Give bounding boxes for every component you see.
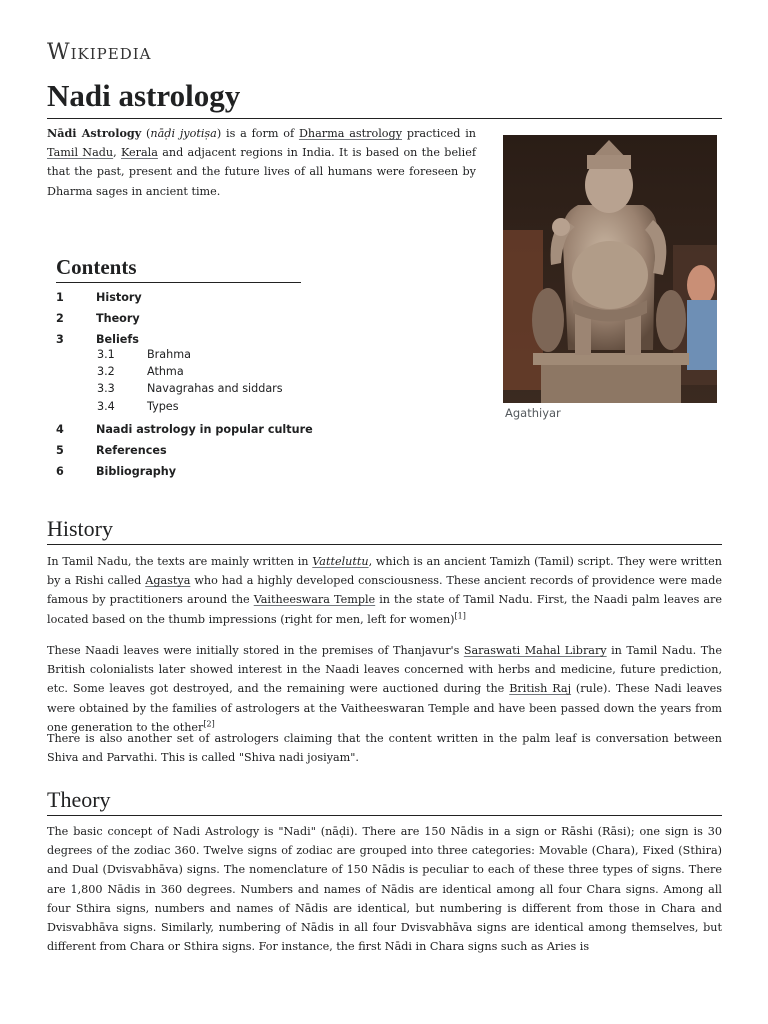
toc-number: 6 — [56, 465, 64, 478]
toc-item-types[interactable] — [97, 400, 179, 413]
reference-2[interactable]: [2] — [203, 719, 215, 729]
toc-label: Athma — [147, 365, 184, 378]
body-text: These Naadi leaves were initially stored in the premises of Thanjavur's — [47, 644, 464, 657]
figure-caption: Agathiyar — [505, 406, 561, 420]
toc-item-beliefs[interactable] — [56, 333, 139, 346]
link-tamil-nadu[interactable]: Tamil Nadu — [47, 146, 114, 160]
link-vaitheeswara-temple[interactable]: Vaitheeswara Temple — [253, 593, 376, 607]
toc-number: 3.3 — [97, 382, 115, 395]
body-text: in Tamil Nadu. The British colonialists later showed interest in the Naadi leaves concerned with herbs and medicine, future prediction, etc. Some leaves got destroyed, and the remaining were auctioned during the — [47, 644, 722, 696]
toc-item-popular-culture[interactable] — [56, 423, 313, 436]
history-paragraph-3: There is also another set of astrologers claiming that the content written in the palm leaf is conversation between Shiva and Parvathi. This is called "Shiva nadi josiyam". — [47, 732, 722, 765]
toc-number: 5 — [56, 444, 64, 457]
section-heading-theory: Theory — [47, 787, 722, 816]
infobox-figure — [503, 135, 717, 420]
link-text: Vatteluttu — [312, 555, 369, 568]
toc-number: 3.4 — [97, 400, 115, 413]
toc-item-references[interactable] — [56, 444, 167, 457]
intro-paragraph: Nādi Astrology (nāḍi jyotiṣa) is a form of Dharma astrology practiced in Tamil Nadu, Kerala and adjacent regions in India. It is based on the belief that the past, present and the future lives of all humans were foreseen by Dharma sages in ancient time. — [47, 126, 476, 198]
toc-label: Beliefs — [96, 333, 139, 346]
link-kerala[interactable]: Kerala — [120, 146, 158, 160]
toc-item-brahma[interactable] — [97, 348, 191, 361]
body-text: In Tamil Nadu, the texts are mainly written in — [47, 555, 313, 568]
intro-text: and adjacent regions in India. It is based on the belief that the past, present and the future lives of all humans were foreseen by Dharma sages in ancient time. — [47, 146, 476, 198]
toc-label: Types — [147, 400, 179, 413]
toc-item-theory[interactable] — [56, 312, 140, 325]
intro-text: , — [113, 146, 121, 160]
toc-number: 4 — [56, 423, 64, 436]
agathiyar-statue-image[interactable] — [503, 135, 717, 403]
reference-1[interactable]: [1] — [454, 610, 466, 620]
body-text: , which is an ancient Tamizh (Tamil) script. They were written by a Rishi called — [47, 555, 722, 588]
toc-number: 3.1 — [97, 348, 115, 361]
toc-label: Bibliography — [96, 465, 177, 478]
toc-item-history[interactable] — [56, 291, 142, 304]
toc-label: History — [96, 291, 142, 304]
toc-number: 3.2 — [97, 365, 115, 378]
toc-item-athma[interactable] — [97, 365, 184, 378]
body-text: (rule). These Nadi leaves were obtained by the families of astrologers at the Vaitheeswaran Temple and have been passed down the years from one generation to the other — [47, 682, 722, 734]
link-dharma-astrology[interactable]: Dharma astrology — [298, 127, 403, 140]
link-vatteluttu[interactable] — [312, 555, 368, 568]
link-british-raj[interactable]: British Raj — [509, 682, 572, 696]
link-saraswati-mahal-library[interactable]: Saraswati Mahal Library — [463, 644, 607, 657]
table-of-contents — [56, 254, 356, 478]
intro-transliteration: nāḍi jyotiṣa — [150, 127, 217, 140]
toc-number: 3 — [56, 333, 64, 346]
toc-label: Navagrahas and siddars — [147, 382, 283, 395]
link-agastya[interactable]: Agastya — [145, 574, 191, 588]
page-title: Nadi astrology — [47, 76, 722, 119]
toc-label: Naadi astrology in popular culture — [96, 423, 313, 436]
history-paragraph-1 — [47, 552, 722, 629]
history-paragraph-2 — [47, 641, 722, 737]
intro-text: is a form of — [221, 127, 299, 140]
toc-number: 1 — [56, 291, 64, 304]
toc-title: Contents — [56, 254, 301, 283]
section-heading-history: History — [47, 516, 722, 545]
intro-text: practiced in — [402, 127, 476, 140]
toc-item-navagrahas[interactable] — [97, 382, 283, 395]
toc-label: References — [96, 444, 167, 457]
body-text: who had a highly developed consciousness. These ancient records of providence were made famous by practitioners around the — [47, 574, 722, 607]
theory-paragraph-1: The basic concept of Nadi Astrology is "Nadi" (nāḍi). There are 150 Nādis in a sign or Rāshi (Rāsi); one sign is 30 degrees of the zodiac 360. Twelve signs of zodiac are grouped into three categories: Movable (Chara), Fixed (Sthira) and Dual (Dvisvabhāva) signs. The nomenclature of 150 Nādis is peculiar to each of these three types of signs. There are 1,800 Nādis in 360 degrees. Numbers and names of Nādis are identical among all four Chara signs. Among all four Sthira signs, numbers and names of Nādis are identical, but numbering is different from those in Chara and Dvisvabhāva signs. Similarly, numbering of Nādis in all four Dvisvabhāva signs are identical among themselves, but different from Chara or Sthira signs. For instance, the first Nādi in Chara signs such as Aries is — [47, 825, 722, 954]
body-text: in the state of Tamil Nadu. First, the Naadi palm leaves are located based on the thumb impressions (right for men, left for women) — [47, 593, 722, 626]
toc-number: 2 — [56, 312, 64, 325]
wikipedia-wordmark[interactable]: Wikipedia — [47, 40, 152, 65]
toc-label: Brahma — [147, 348, 191, 361]
toc-item-bibliography[interactable] — [56, 465, 176, 478]
intro-term: Nādi Astrology — [47, 126, 142, 140]
toc-label: Theory — [96, 312, 140, 325]
